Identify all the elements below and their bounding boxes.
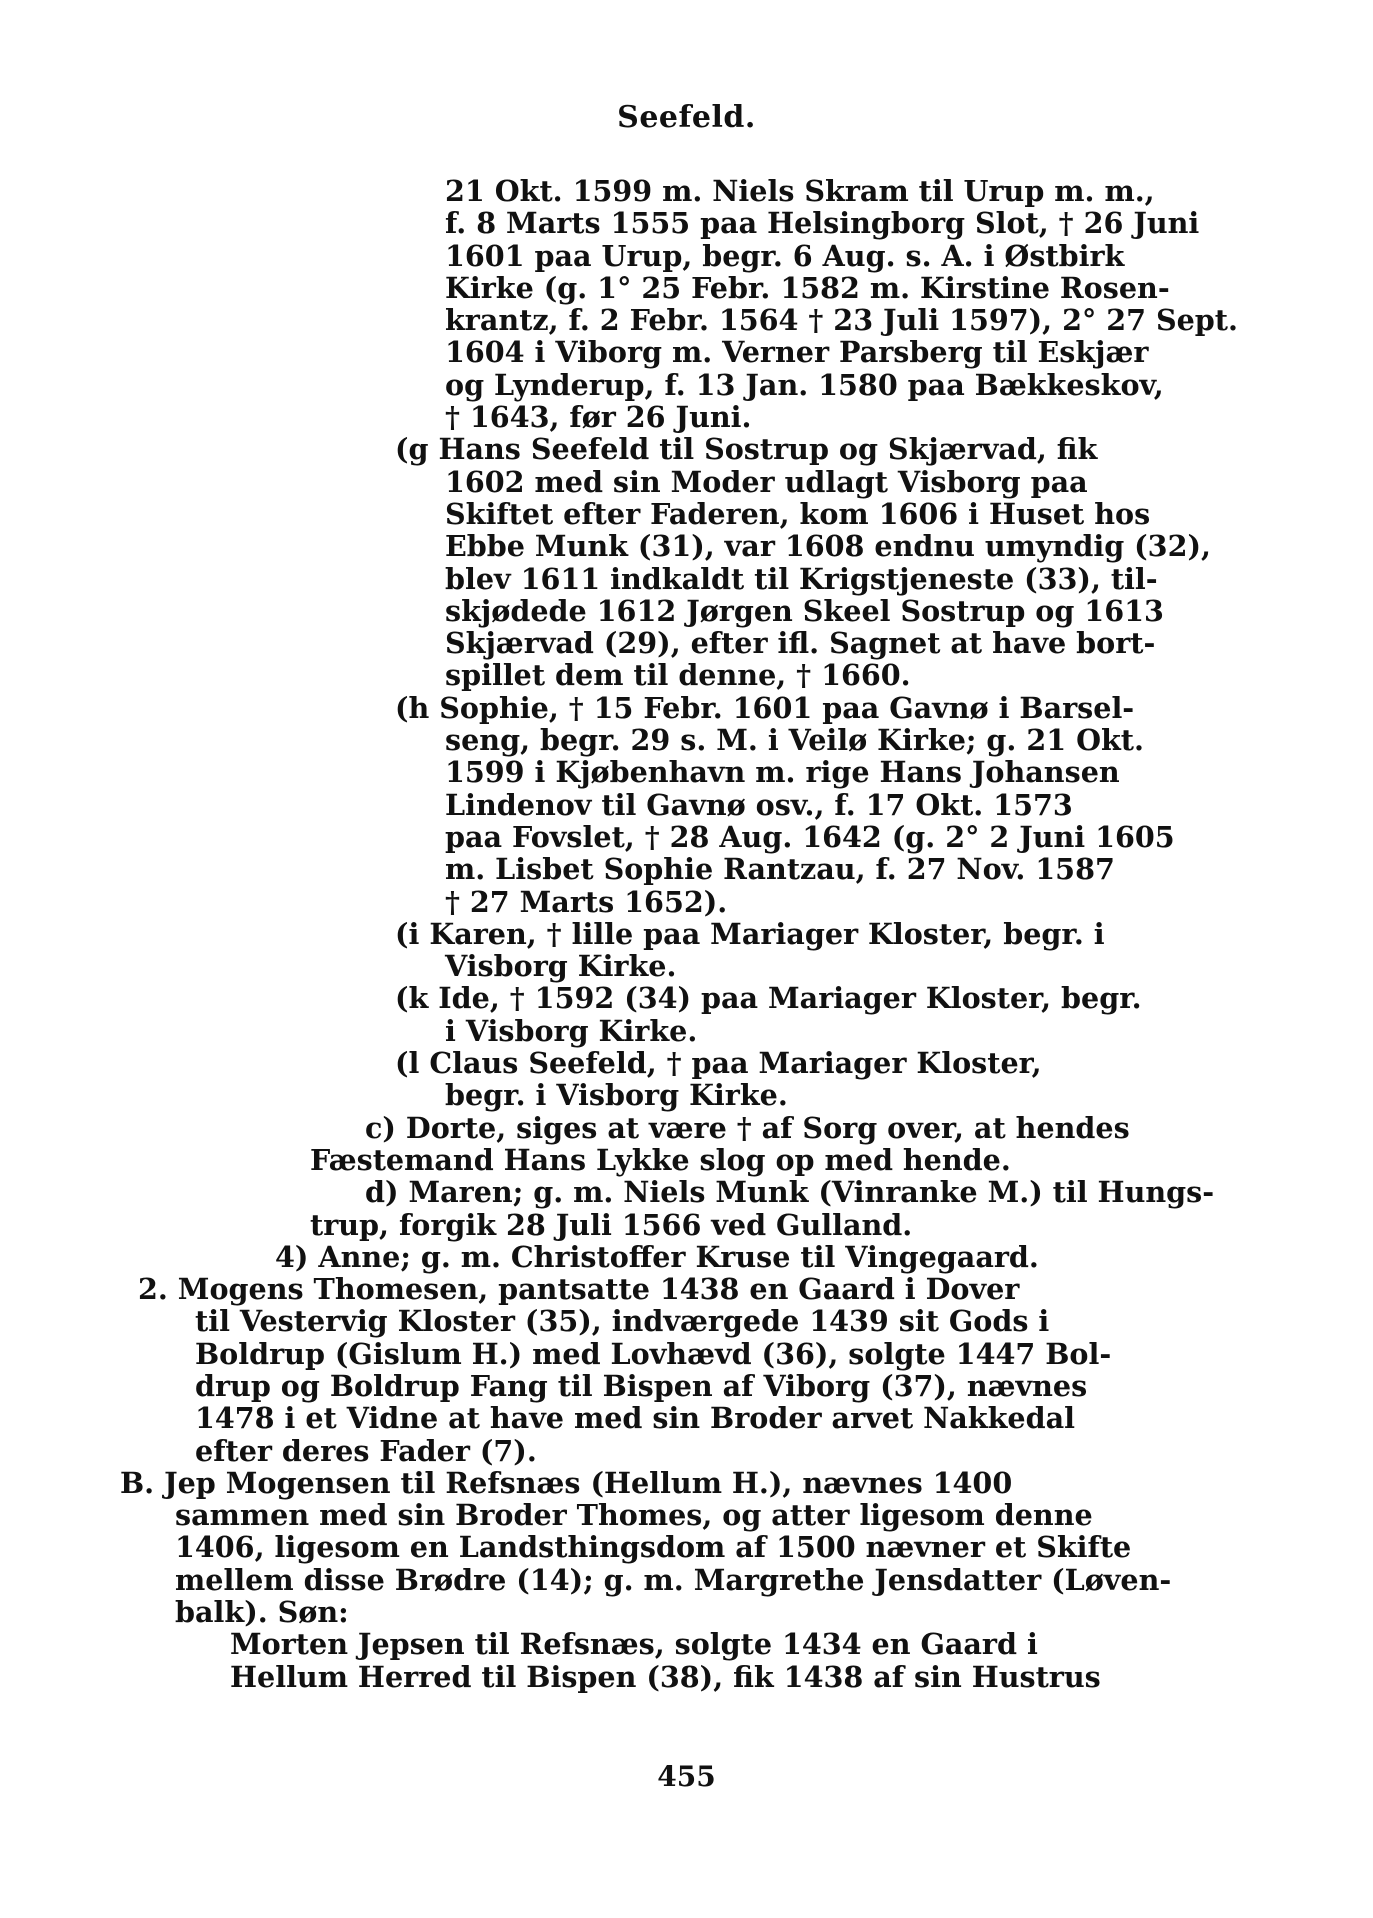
page-number: 455: [657, 1760, 716, 1793]
text-line: 1406, ligesom en Landsthingsdom af 1500 nævner et Skifte: [175, 1530, 1132, 1565]
text-line: Morten Jepsen til Refsnæs, solgte 1434 en Gaard i: [230, 1627, 1038, 1662]
text-line: skjødede 1612 Jørgen Skeel Sostrup og 1613: [445, 593, 1164, 628]
text-line: c) Dorte, siges at være † af Sorg over, at hendes: [365, 1110, 1130, 1145]
text-line: sammen med sin Broder Thomes, og atter ligesom denne: [175, 1498, 1093, 1533]
text-line: 4) Anne; g. m. Christoffer Kruse til Vingegaard.: [275, 1239, 1039, 1274]
text-line: † 1643, før 26 Juni.: [445, 400, 752, 435]
text-line: blev 1611 indkaldt til Krigstjeneste (33), til-: [445, 561, 1158, 596]
text-line: 1602 med sin Moder udlagt Visborg paa: [445, 464, 1088, 499]
text-line: mellem disse Brødre (14); g. m. Margrethe Jensdatter (Løven-: [175, 1562, 1172, 1597]
text-line: (l Claus Seefeld, † paa Mariager Kloster,: [395, 1046, 1042, 1081]
text-line: Skiftet efter Faderen, kom 1606 i Huset hos: [445, 496, 1151, 531]
text-line: krantz, f. 2 Febr. 1564 † 23 Juli 1597), 2° 27 Sept.: [445, 303, 1238, 338]
text-line: seng, begr. 29 s. M. i Veilø Kirke; g. 21 Okt.: [445, 723, 1144, 758]
text-line: og Lynderup, f. 13 Jan. 1580 paa Bækkeskov,: [445, 367, 1164, 402]
text-line: i Visborg Kirke.: [445, 1013, 698, 1048]
text-line: 1599 i Kjøbenhavn m. rige Hans Johansen: [445, 755, 1120, 790]
text-line: d) Maren; g. m. Niels Munk (Vinranke M.) til Hungs-: [365, 1175, 1215, 1210]
text-line: 21 Okt. 1599 m. Niels Skram til Urup m. m.,: [445, 174, 1155, 208]
text-line: Visborg Kirke.: [445, 949, 677, 984]
text-line: (k Ide, † 1592 (34) paa Mariager Kloster, begr.: [395, 981, 1142, 1016]
text-line: 1478 i et Vidne at have med sin Broder arvet Nakkedal: [195, 1401, 1075, 1436]
text-line: Skjærvad (29), efter ifl. Sagnet at have bort-: [445, 626, 1156, 661]
text-line: Boldrup (Gislum H.) med Lovhævd (36), solgte 1447 Bol-: [195, 1336, 1112, 1371]
text-line: paa Fovslet, † 28 Aug. 1642 (g. 2° 2 Juni 1605: [445, 819, 1175, 854]
text-line: 2. Mogens Thomesen, pantsatte 1438 en Gaard i Dover: [138, 1272, 1020, 1307]
text-line: balk). Søn:: [175, 1595, 349, 1630]
text-line: † 27 Marts 1652).: [445, 884, 728, 919]
text-line: B. Jep Mogensen til Refsnæs (Hellum H.), nævnes 1400: [120, 1465, 1013, 1500]
text-line: m. Lisbet Sophie Rantzau, f. 27 Nov. 1587: [445, 852, 1115, 887]
text-line: efter deres Fader (7).: [195, 1433, 537, 1468]
text-line: 1601 paa Urup, begr. 6 Aug. s. A. i Østbirk: [445, 238, 1125, 273]
text-line: (i Karen, † lille paa Mariager Kloster, begr. i: [395, 916, 1105, 951]
text-line: drup og Boldrup Fang til Bispen af Viborg (37), nævnes: [195, 1368, 1088, 1403]
text-line: Lindenov til Gavnø osv., f. 17 Okt. 1573: [445, 787, 1073, 822]
running-header: Seefeld.: [617, 100, 756, 135]
text-line: (h Sophie, † 15 Febr. 1601 paa Gavnø i Barsel-: [395, 690, 1135, 725]
body-text: [120, 174, 1238, 1694]
text-line: Ebbe Munk (31), var 1608 endnu umyndig (32),: [445, 529, 1211, 564]
text-line: til Vestervig Kloster (35), indværgede 1439 sit Gods i: [195, 1304, 1050, 1339]
text-line: trup, forgik 28 Juli 1566 ved Gulland.: [310, 1207, 913, 1242]
text-line: (g Hans Seefeld til Sostrup og Skjærvad, fik: [395, 432, 1098, 467]
text-line: Hellum Herred til Bispen (38), fik 1438 af sin Hustrus: [230, 1659, 1101, 1694]
text-line: Kirke (g. 1° 25 Febr. 1582 m. Kirstine Rosen-: [445, 270, 1170, 305]
text-line: 1604 i Viborg m. Verner Parsberg til Eskjær: [445, 335, 1149, 370]
text-line: Fæstemand Hans Lykke slog op med hende.: [310, 1142, 1011, 1177]
text-line: spillet dem til denne, † 1660.: [445, 658, 911, 693]
text-line: begr. i Visborg Kirke.: [445, 1078, 788, 1113]
text-line: f. 8 Marts 1555 paa Helsingborg Slot, † 26 Juni: [445, 206, 1200, 241]
